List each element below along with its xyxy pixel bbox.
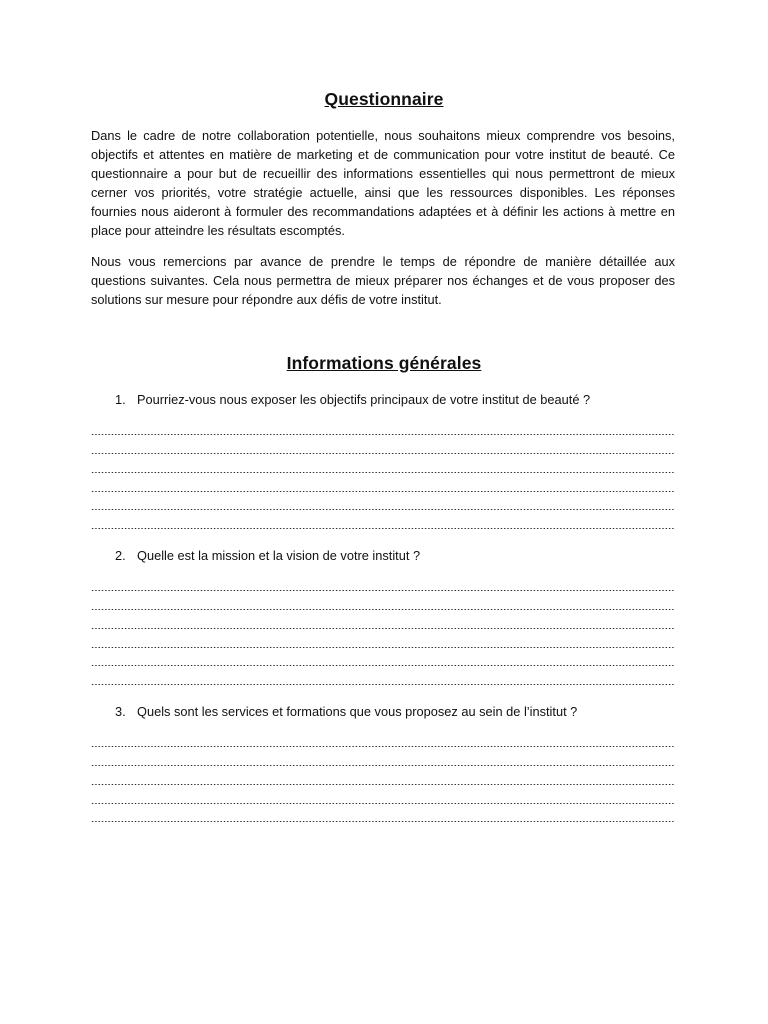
answer-line[interactable] (91, 421, 675, 440)
answer-area-1[interactable] (91, 421, 675, 534)
question-2 (115, 547, 420, 565)
answer-line[interactable] (91, 733, 675, 752)
answer-line[interactable] (91, 515, 675, 534)
answer-line[interactable] (91, 615, 675, 634)
question-text: Quels sont les services et formations que vous proposez au sein de l’institut ? (137, 704, 578, 719)
document-title: Questionnaire (324, 89, 444, 109)
answer-line[interactable] (91, 771, 675, 790)
answer-line[interactable] (91, 752, 675, 771)
answer-line[interactable] (91, 459, 675, 478)
question-1 (115, 391, 590, 409)
answer-line[interactable] (91, 478, 675, 497)
question-number: 3. (115, 704, 126, 719)
thanks-paragraph: Nous vous remercions par avance de prendre le temps de répondre de manière détaillée aux questions suivantes. Cela nous permettra de mieux préparer nos échanges et de vous proposer des solutions sur mesure pour répondre aux défis de votre institut. (91, 254, 675, 307)
intro-paragraph: Dans le cadre de notre collaboration potentielle, nous souhaitons mieux comprendre vos besoins, objectifs et attentes en matière de marketing et de communication pour votre institut de beauté. Ce questionnaire a pour but de recueillir des informations essentielles qui nous permettront de mieux cerner vos priorités, votre stratégie actuelle, ainsi que les ressources disponibles. Les réponses fournies nous aideront à formuler des recommandations adaptées et à définir les actions à mettre en place pour atteindre les résultats escomptés. (91, 128, 675, 238)
answer-line[interactable] (91, 440, 675, 459)
answer-line[interactable] (91, 577, 675, 596)
answer-area-2[interactable] (91, 577, 675, 690)
question-text: Quelle est la mission et la vision de votre institut ? (137, 548, 421, 563)
question-3 (115, 703, 577, 721)
question-text: Pourriez-vous nous exposer les objectifs principaux de votre institut de beauté ? (137, 392, 591, 407)
section-title: Informations générales (286, 353, 482, 373)
answer-area-3[interactable] (91, 733, 675, 827)
answer-line[interactable] (91, 653, 675, 672)
question-number: 1. (115, 392, 126, 407)
answer-line[interactable] (91, 596, 675, 615)
answer-line[interactable] (91, 634, 675, 653)
question-number: 2. (115, 548, 126, 563)
answer-line[interactable] (91, 671, 675, 690)
answer-line[interactable] (91, 790, 675, 809)
answer-line[interactable] (91, 497, 675, 516)
answer-line[interactable] (91, 809, 675, 828)
